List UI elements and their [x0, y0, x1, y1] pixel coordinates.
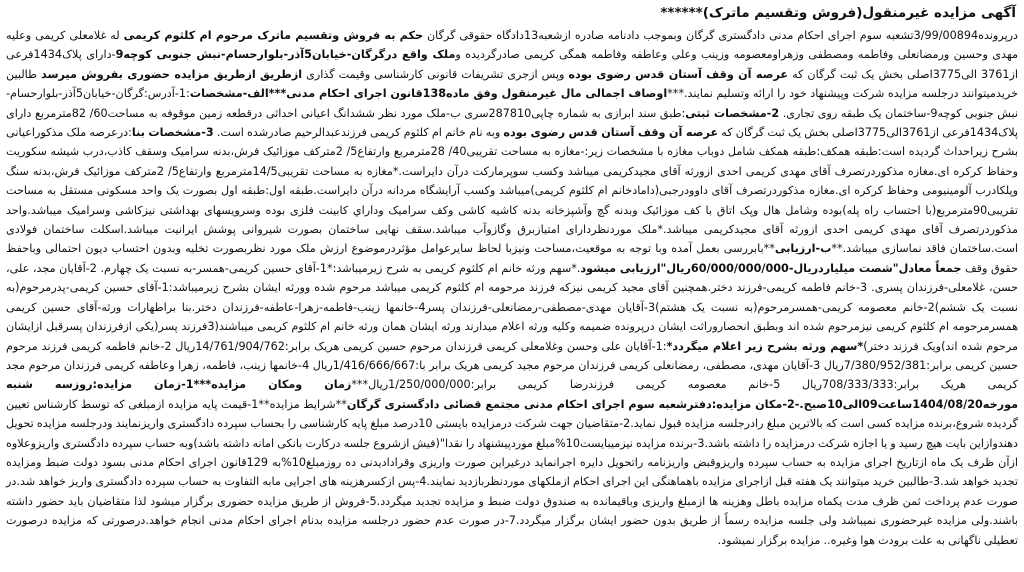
notice-bold-segment: حکم به فروش وتقسیم ماترک مرحوم ام کلثوم کریمی: [123, 29, 424, 42]
notice-bold-segment: اوصاف اجمالی مال غیرمنقول وفق ماده138قانون اجرای احکام مدنی***الف-مشخصات: [189, 87, 668, 101]
notice-text-segment: :1-آدرس:گرگان-خیابان5آذر-بلوارحسام-نبش جنوبی کوچه9-ساختمان یک طبقه روی تجاری.: [6, 87, 1018, 120]
notice-bold-segment: ازطریق ازطریق مزایده حضوری بفروش میرسد: [41, 67, 303, 81]
notice-text-segment: وبه نام خانم ام کلثوم کریمی فرزندعبدالرحیم صادرشده است.: [213, 126, 504, 140]
notice-text-segment: له غلامعلی کریمی وعلیه مهدی وحسین ورمضانعلی وفاطمه ومصطفی وزهراومعصومه وزینب وعلی وعاطفه وفاطمه همگی کریمی صادرگردیده و: [6, 29, 1018, 62]
notice-text-segment: طالبین خریدمیتوانند درجلسه مزایده شرکت وپیشنهاد خود را ارائه وتسلیم نمایند.***: [6, 67, 1019, 101]
notice-text-segment: :درعرصه ملک مذکوراعیانی بشرح زیراحداث گردیده است:طبقه همکف:طبقه همکف شامل دوباب مغازه با مشخصات زیر:-مغازه به مساحت تقریبی40/ 28مترمربع وارتفاع5/ 2مترکف موزائیک فرش،بدنه سرامیک وسقف کاذب،درب شیشه سکوریت وحفاظ کرکره ای.مغازه مذکوردرتصرف آقای مهدی کریمی احدی ازورثه آقای مجیدکریمی میباشد وکسب سوپرمارکت درآن دایراست.*مغازه به مساحت تقریبی14/5مترمربع وارتفاع5/ 2مترکف موزائیک فرش،بدنه سنگ وپلکادرب آلومینیومی وحفاظ کرکره ای.مغازه مذکوردرتصرف آقای داوودرجبی(دامادخانم ام کلثوم کریمی)میباشد وکسب آرایشگاه مردانه درآن دایراست.طبقه اول:طبقه اول بصورت یک واحد مسکونی مستقل به مساحت تقریبی90مترمربع(با احتساب راه پله)بوده وشامل هال وپک اتاق با کف موزائیک وبدنه گچ وآشپزخانه بدنه کاشیه کاشی وکف سرامیک وداراي کابینت فلزی بوده وسرویسهای بهداشتی نیزکاشی وسرامیک میباشد.واحد مذکوردرتصرف آقای مهدی کریمی احدی ازورثه آقای مجیدکریمی میباشد.*ملک موردنظردارای امتیازبرق وگازوآب میباشد.سقف نهایی ساختمان بصورت شیروانی پوشش ایرانیت میباشد.اسکلت ساختمان فولادی است.ساختمان فاقد نماسازی میباشد.**: [6, 126, 1018, 256]
notice-bold-segment: جمعاً معادل"شصت میلیاردریال-60/000/000/000ریال"ارزیابی میشود: [580, 261, 962, 275]
notice-text-segment: :1-آقایان علی وحسن وغلامعلی کریمی فرزندان مرحوم حسین کریمی هریک برابر:14/761/904/762ریال 2-خانم فاطمه کریمی فرزند مرحوم حسین کریمی برابر:7/380/952/381ریال 3-آقایان مهدی، مصطفی، رمضانعلی کریمی فرزندان مرحوم مجید کریمی هریک برابر با:1/416/666/667ریال 4-خانمها زینب، فاطمه، زهرا وعاطفه کریمی فرزندان مرحوم مجد کریمی هریک برابر:708/333/333ریال 5-خانم معصومه کریمی فرزندرضا کریمی برابر:1/250/000/000ریال***: [6, 339, 1018, 392]
notice-bold-segment: ملک واقع درگرگان-خیابان5آذر-بلوارحسام-نبش جنوبی کوچه9: [115, 48, 456, 62]
notice-body: [6, 26, 1018, 550]
notice-bold-segment: *سهم ورثه بشرح زیر اعلام میگردد*: [666, 339, 864, 353]
notice-text-segment: .*سهم ورثه خانم ام کلثوم کریمی به شرح زیرمیباشد:*1-آقای حسین کریمی-همسر-به نسبت یک چهارم. 2-آقایان مجد، علی، حسن، غلامعلی-فرزندان پسری. 3-خانم فاطمه کریمی-فرزند دختر.همچنین آقای مجید کریمی نیزکه فرزند مرحومه ام کلثوم کریمی میباشد مرحوم شده وورثه ایشان بشرح زیرمیباشد:1-آقای حسین کریمی-پدرمرحوم(به نسبت یک ششم)2-خانم معصومه کریمی-همسرمرحوم(به نسبت یک هشتم)3-آقایان مهدی-مصطفی-رمضانعلی-فرزندان پسر4-خانمها زینب-فاطمه-زهرا-عاطفه-فرزندان دختر.بنا براطهارات ورثه-آقای حسین کریمی همسرمرحومه ام کلثوم کریمی نیزمرحوم شده اند وبطبق انحصاروراثت ایشان درپرونده ضمیمه وکلیه ورثه اعلام میدارند ورثه ایشان همان ورثه خانم ام کلثوم کریمی میباشند(3فرزند پسر(یکی ازفرزندان پسرقبل ازایشان مرحوم شده اند)ویک فرزند دختر): [6, 261, 1019, 353]
notice-text-segment: **شرایط مزایده**1-قیمت پایه مزایده ازمبلغی که توسط کارشناس تعیین گردیده شروع،برنده مزایده کسی است که بالاترین مبلغ رادرجلسه مزایده قبول نماید.2-متقاضیان جهت شرکت درمزایده بایستی 10درصد مبلغ پایه کارشناسی را بحساب سپرده دادگستری واریزنمایند ودرجلسه مزایده تحویل دهندوازاین بایت هیچ رسید و یا اجازه شرکت درمزایده را داشته باشد.3-برنده مزایده نیزمیبایست10%مبلغ موردپیشنهاد را نقدا"(فیش ازشروع جلسه درکارت بانکی امانه داشته باشد)وبه حساب سپرده دادگستری واریزوعلاوه ازآن ظرف یک ماه ازتاریخ اجرای مزایده به حساب سپرده واریزوقبض واریزنامه راتحویل دایره اجرانماید درغیراین صورت واریزی وقرادادیدنی ده روزمبلغ10%به 129قانون اجرای احکام مدنی بسود دولت ضبط ومزایده تجدید خواهد شد.3-طالبین خرید میتوانند یک هفته قبل ازاجرای مزایده باهماهنگی این اجرای احکام ازملکهای موردنظربازدید نمایند.4-پس ازکسرهزینه های اجرایی مابه التفاوت به حساب سپرده دادگستری واریز خواهد شد.در صورت عدم پرداخت ثمن ظرف مدت یکماه مزایده باطل وهزینه ها ازمبلغ واریزی وباقیمانده به صندوق دولت ضبط و مزایده تجدید میگردد.5-فروش از طریق مزایده حضوری برگزار میشود لذا متقاضیان باید حضور داشته باشند.ولی مزایده غیرحضوری نمیباشد ولی جلسه مزایده رسماً از طریق بدون حضور ایشان برگزار میگردد.7-در صورت عدم حضور درجلسه مزایده بدنام اجرای احکام مدنی انجام خواهد.درصورتی که مزایده درصورت تعطیلی ناگهانی به علت برودت هوا وغیره.. مزایده برگزار نمیشود.: [6, 397, 1019, 547]
notice-bold-segment: ب-ارزیابی: [774, 242, 832, 256]
notice-bold-segment: عرصه آن وقف آستان قدس رضوی بوده: [568, 67, 789, 81]
notice-bold-segment: زمان ومکان مزایده***1-زمان مزایده:روزسه شنبه مورخه1404/08/20ساعت09الی10صبح.-2-مکان مزایده:دفترشعبه سوم اجرای احکام مدنی مجتمع قضائی دادگستری گرگان: [6, 378, 1019, 411]
notice-text-segment: درپرونده3/99/00894تشعبه سوم اجرای احکام مدنی دادگستری گرگان وبموجب دادنامه صادره ازشعبه13دادگاه حقوقی گرگان: [423, 29, 1018, 42]
notice-bold-segment: 2-مشخصات ثبتی: [685, 106, 780, 120]
notice-bold-segment: 3-مشخصات بنا: [131, 126, 214, 140]
notice-text-segment: وپس ازجری تشریفات قانونی کارشناسی وقیمت گذاری: [302, 67, 569, 81]
notice-text-segment: :طبق سند ابرازی به شماره چاپی287810سری ب-ملک مورد نظر ششدانگ اعیانی احداثی درقطعه زمین موقوفه به مساحت60/ 82مترمربع دارای پلاک1434فرعی از3761الی3775اصلی بخش یک ثبت گرگان که: [6, 106, 1019, 140]
notice-title: آگهی مزایده غیرمنقول(فروش وتقسیم ماترک)******: [660, 5, 1016, 21]
notice-text-segment: **بابررسی بعمل آمده وبا توجه به موقعیت،مساحت ونیزبا لحاظ سایرعوامل مؤثردرموضوع ارزش ملک مورد نظربصورت تخلیه وبدون احتساب دیون احتمالی وباحفظ حقوق وقف: [6, 242, 1019, 275]
notice-bold-segment: عرصه آن وقف آستان قدس رضوی بوده: [503, 126, 719, 140]
notice-text-segment: -دارای پلاک1434فرعی از3761 الی3775اصلی بخش یک ثبت گرگان که: [6, 48, 1019, 81]
